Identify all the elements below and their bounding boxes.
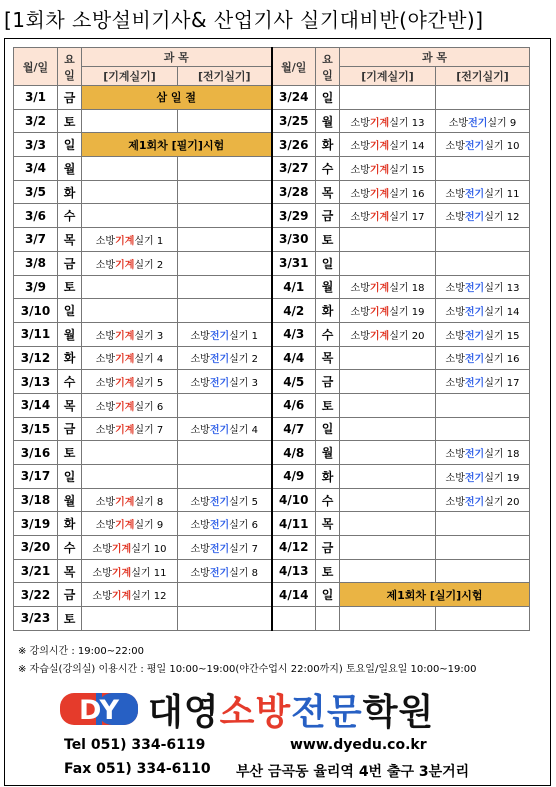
right-mech-class: [340, 228, 436, 252]
left-mech-class: [82, 109, 178, 133]
header-elec: [전기실기]: [178, 67, 272, 86]
left-mech-class: 소방기계실기 1: [82, 228, 178, 252]
note-lecture-time: ※ 강의시간 : 19:00~22:00: [18, 646, 144, 657]
schedule-row: [14, 228, 530, 252]
right-date: 4/7: [272, 417, 316, 441]
right-dow: 토: [316, 559, 340, 583]
right-mech-class: [340, 441, 436, 465]
left-dow: 일: [58, 299, 82, 323]
left-mech-class: [82, 465, 178, 489]
right-date: 4/14: [272, 583, 316, 607]
right-mech-class: 소방기계실기 13: [340, 109, 436, 133]
left-date: 3/8: [14, 251, 58, 275]
right-elec-class: [436, 512, 530, 536]
right-dow: 일: [316, 251, 340, 275]
right-elec-class: [436, 157, 530, 181]
left-date: 3/9: [14, 275, 58, 299]
right-elec-class: 소방전기실기 10: [436, 133, 530, 157]
right-dow: 금: [316, 536, 340, 560]
right-dow: 수: [316, 157, 340, 181]
header-subject-right: 과 목: [340, 48, 530, 67]
left-dow: 월: [58, 157, 82, 181]
left-mech-class: 소방기계실기 10: [82, 536, 178, 560]
left-mech-class: [82, 441, 178, 465]
academy-name: [148, 684, 434, 735]
right-dow: 목: [316, 346, 340, 370]
left-date: 3/14: [14, 393, 58, 417]
left-elec-class: 소방전기실기 7: [178, 536, 272, 560]
left-mech-class: 소방기계실기 9: [82, 512, 178, 536]
schedule-row: [14, 251, 530, 275]
page-title: [1회차 소방설비기사& 산업기사 실기대비반(야간반)]: [4, 8, 484, 32]
schedule-row: [14, 512, 530, 536]
right-dow: [316, 607, 340, 631]
right-date: 3/28: [272, 180, 316, 204]
right-dow: 금: [316, 370, 340, 394]
left-mech-class: [82, 180, 178, 204]
right-date: 4/12: [272, 536, 316, 560]
right-date: 3/29: [272, 204, 316, 228]
left-dow: 일: [58, 133, 82, 157]
right-date: 4/2: [272, 299, 316, 323]
schedule-table: [13, 47, 530, 631]
left-elec-class: 소방전기실기 8: [178, 559, 272, 583]
right-dow: 월: [316, 275, 340, 299]
right-mech-class: [340, 607, 436, 631]
header-mech: [기계실기]: [82, 67, 178, 86]
right-elec-class: [436, 228, 530, 252]
schedule-row: [14, 393, 530, 417]
right-date: 4/11: [272, 512, 316, 536]
left-dow: 수: [58, 370, 82, 394]
left-dow: 토: [58, 109, 82, 133]
right-mech-class: [340, 86, 436, 110]
left-date: 3/17: [14, 465, 58, 489]
dy-logo-icon: [58, 689, 140, 729]
right-elec-class: [436, 86, 530, 110]
right-elec-class: [436, 393, 530, 417]
left-dow: 목: [58, 228, 82, 252]
right-elec-class: 소방전기실기 14: [436, 299, 530, 323]
schedule-row: [14, 441, 530, 465]
right-date: 4/9: [272, 465, 316, 489]
left-elec-class: [178, 251, 272, 275]
right-elec-class: 소방전기실기 15: [436, 322, 530, 346]
left-date: 3/12: [14, 346, 58, 370]
right-date: 3/25: [272, 109, 316, 133]
left-elec-class: 소방전기실기 3: [178, 370, 272, 394]
right-elec-class: [436, 251, 530, 275]
right-mech-class: [340, 512, 436, 536]
left-elec-class: [178, 157, 272, 181]
schedule-row: [14, 180, 530, 204]
header-date-right: 월/일: [272, 48, 316, 86]
academy-name-part3: 전문: [291, 691, 363, 733]
dy-badge-text: DY: [79, 695, 119, 726]
header-dow: 요 일: [58, 48, 82, 86]
left-dow: 금: [58, 86, 82, 110]
right-mech-class: [340, 559, 436, 583]
right-dow: 토: [316, 393, 340, 417]
right-elec-class: 소방전기실기 11: [436, 180, 530, 204]
left-date: 3/7: [14, 228, 58, 252]
left-dow: 목: [58, 559, 82, 583]
left-elec-class: [178, 204, 272, 228]
left-date: 3/15: [14, 417, 58, 441]
right-mech-class: 소방기계실기 16: [340, 180, 436, 204]
right-dow: 일: [316, 583, 340, 607]
left-dow: 토: [58, 607, 82, 631]
right-date: 4/13: [272, 559, 316, 583]
right-elec-class: 소방전기실기 13: [436, 275, 530, 299]
left-mech-class: 소방기계실기 4: [82, 346, 178, 370]
right-mech-class: [340, 370, 436, 394]
right-elec-class: [436, 607, 530, 631]
left-dow: 수: [58, 536, 82, 560]
right-elec-class: 소방전기실기 17: [436, 370, 530, 394]
left-dow: 수: [58, 204, 82, 228]
address: 부산 금곡동 율리역 4번 출구 3분거리: [236, 764, 470, 780]
left-date: 3/11: [14, 322, 58, 346]
header-subject: 과 목: [82, 48, 272, 67]
academy-name-part2: 소방: [219, 691, 292, 733]
right-dow: 화: [316, 299, 340, 323]
left-elec-class: 소방전기실기 1: [178, 322, 272, 346]
right-date: 3/24: [272, 86, 316, 110]
academy-name-part4: 학원: [362, 691, 435, 733]
right-elec-class: [436, 559, 530, 583]
header-row-1: [14, 48, 530, 67]
right-date: 4/6: [272, 393, 316, 417]
left-elec-class: [178, 393, 272, 417]
left-date: 3/19: [14, 512, 58, 536]
left-dow: 목: [58, 393, 82, 417]
left-mech-class: 소방기계실기 11: [82, 559, 178, 583]
left-dow: 토: [58, 441, 82, 465]
right-mech-class: [340, 465, 436, 489]
schedule-body: [14, 86, 530, 631]
tel-number: Tel 051) 334-6119: [64, 737, 206, 753]
right-mech-class: [340, 417, 436, 441]
left-mech-class: 소방기계실기 6: [82, 393, 178, 417]
left-date: 3/13: [14, 370, 58, 394]
left-event-banner: 제1회차 [필기]시험: [82, 133, 272, 157]
schedule-row: [14, 299, 530, 323]
left-elec-class: [178, 441, 272, 465]
right-date: 4/5: [272, 370, 316, 394]
left-mech-class: 소방기계실기 8: [82, 488, 178, 512]
left-date: 3/18: [14, 488, 58, 512]
right-dow: 화: [316, 133, 340, 157]
left-date: 3/22: [14, 583, 58, 607]
right-elec-class: 소방전기실기 12: [436, 204, 530, 228]
left-mech-class: 소방기계실기 2: [82, 251, 178, 275]
left-mech-class: [82, 299, 178, 323]
left-dow: 월: [58, 488, 82, 512]
schedule-row: [14, 370, 530, 394]
left-elec-class: [178, 299, 272, 323]
left-elec-class: [178, 180, 272, 204]
right-elec-class: [436, 417, 530, 441]
left-dow: 금: [58, 583, 82, 607]
left-elec-class: 소방전기실기 6: [178, 512, 272, 536]
right-dow: 목: [316, 512, 340, 536]
left-date: 3/2: [14, 109, 58, 133]
left-elec-class: [178, 109, 272, 133]
right-dow: 금: [316, 204, 340, 228]
left-elec-class: [178, 275, 272, 299]
left-mech-class: [82, 607, 178, 631]
right-dow: 목: [316, 180, 340, 204]
schedule-row: [14, 346, 530, 370]
left-mech-class: [82, 275, 178, 299]
left-dow: 화: [58, 512, 82, 536]
header-dow-right: 요 일: [316, 48, 340, 86]
left-mech-class: 소방기계실기 12: [82, 583, 178, 607]
right-mech-class: [340, 536, 436, 560]
academy-name-part1: 대영: [148, 691, 220, 733]
right-dow: 일: [316, 86, 340, 110]
header-mech-right: [기계실기]: [340, 67, 436, 86]
left-date: 3/10: [14, 299, 58, 323]
right-date: 3/31: [272, 251, 316, 275]
left-mech-class: 소방기계실기 5: [82, 370, 178, 394]
left-date: 3/4: [14, 157, 58, 181]
left-dow: 금: [58, 251, 82, 275]
right-mech-class: 소방기계실기 17: [340, 204, 436, 228]
left-dow: 화: [58, 346, 82, 370]
left-date: 3/21: [14, 559, 58, 583]
right-elec-class: 소방전기실기 9: [436, 109, 530, 133]
schedule-row: [14, 322, 530, 346]
right-date: 4/1: [272, 275, 316, 299]
right-dow: 화: [316, 465, 340, 489]
header-elec-right: [전기실기]: [436, 67, 530, 86]
right-mech-class: 소방기계실기 15: [340, 157, 436, 181]
header-date: 월/일: [14, 48, 58, 86]
right-elec-class: 소방전기실기 16: [436, 346, 530, 370]
left-elec-class: 소방전기실기 4: [178, 417, 272, 441]
schedule-row: [14, 465, 530, 489]
right-date: 3/26: [272, 133, 316, 157]
left-date: 3/1: [14, 86, 58, 110]
left-date: 3/23: [14, 607, 58, 631]
right-date: 4/8: [272, 441, 316, 465]
left-elec-class: [178, 607, 272, 631]
right-dow: 수: [316, 322, 340, 346]
right-date: 4/10: [272, 488, 316, 512]
right-dow: 일: [316, 417, 340, 441]
schedule-row: [14, 204, 530, 228]
left-dow: 월: [58, 322, 82, 346]
right-dow: 월: [316, 109, 340, 133]
left-mech-class: [82, 157, 178, 181]
schedule-row: [14, 133, 530, 157]
fax-number: Fax 051) 334-6110: [64, 761, 211, 777]
right-date: [272, 607, 316, 631]
website-link[interactable]: www.dyedu.co.kr: [290, 737, 427, 753]
right-mech-class: [340, 488, 436, 512]
schedule-row: [14, 583, 530, 607]
right-dow: 월: [316, 441, 340, 465]
left-date: 3/3: [14, 133, 58, 157]
schedule-row: [14, 536, 530, 560]
schedule-row: [14, 157, 530, 181]
right-elec-class: [436, 536, 530, 560]
schedule-row: [14, 559, 530, 583]
schedule-row: [14, 86, 530, 110]
left-elec-class: [178, 228, 272, 252]
schedule-row: [14, 417, 530, 441]
right-dow: 수: [316, 488, 340, 512]
left-date: 3/6: [14, 204, 58, 228]
left-date: 3/16: [14, 441, 58, 465]
right-mech-class: 소방기계실기 20: [340, 322, 436, 346]
left-elec-class: 소방전기실기 2: [178, 346, 272, 370]
right-mech-class: [340, 251, 436, 275]
right-mech-class: 소방기계실기 19: [340, 299, 436, 323]
left-mech-class: 소방기계실기 3: [82, 322, 178, 346]
right-elec-class: 소방전기실기 18: [436, 441, 530, 465]
left-event-banner: 삼 일 절: [82, 86, 272, 110]
left-date: 3/20: [14, 536, 58, 560]
note-study-room: ※ 자습실(강의실) 이용시간 : 평일 10:00~19:00(야간수업시 22:00까지) 토요일/일요일 10:00~19:00: [18, 664, 477, 675]
left-mech-class: [82, 204, 178, 228]
left-date: 3/5: [14, 180, 58, 204]
right-elec-class: 소방전기실기 20: [436, 488, 530, 512]
left-dow: 화: [58, 180, 82, 204]
right-mech-class: 소방기계실기 18: [340, 275, 436, 299]
right-mech-class: [340, 346, 436, 370]
left-dow: 금: [58, 417, 82, 441]
schedule-row: [14, 275, 530, 299]
right-mech-class: [340, 393, 436, 417]
schedule-row: [14, 488, 530, 512]
left-dow: 일: [58, 465, 82, 489]
schedule-row: [14, 607, 530, 631]
right-date: 4/3: [272, 322, 316, 346]
brand-logo: [58, 687, 434, 731]
right-dow: 토: [316, 228, 340, 252]
left-elec-class: [178, 583, 272, 607]
left-mech-class: 소방기계실기 7: [82, 417, 178, 441]
right-date: 3/27: [272, 157, 316, 181]
right-date: 3/30: [272, 228, 316, 252]
schedule-row: [14, 109, 530, 133]
right-date: 4/4: [272, 346, 316, 370]
right-elec-class: 소방전기실기 19: [436, 465, 530, 489]
right-event-banner: 제1회차 [실기]시험: [340, 583, 530, 607]
left-elec-class: [178, 465, 272, 489]
left-elec-class: 소방전기실기 5: [178, 488, 272, 512]
left-dow: 토: [58, 275, 82, 299]
right-mech-class: 소방기계실기 14: [340, 133, 436, 157]
